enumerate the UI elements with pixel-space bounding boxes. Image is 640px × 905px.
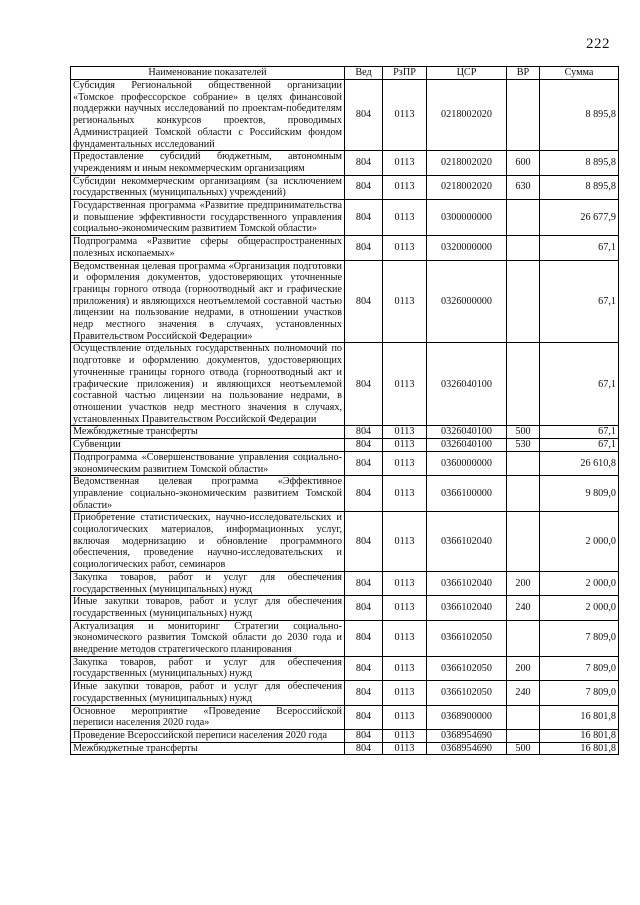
cell-ved: 804 [345,476,383,512]
cell-rzpr: 0113 [383,705,427,729]
cell-name: Закупка товаров, работ и услуг для обеспечения государственных (муниципальных) нужд [71,656,345,680]
cell-ved: 804 [345,681,383,705]
cell-vr: 200 [507,571,540,595]
cell-csr: 0366100000 [427,476,507,512]
cell-ved: 804 [345,571,383,595]
cell-ved: 804 [345,343,383,426]
header-name: Наименование показателей [71,67,345,80]
cell-csr: 0326040100 [427,426,507,439]
cell-csr: 0368954690 [427,742,507,755]
cell-sum: 7 809,0 [540,681,619,705]
table-row [71,343,619,426]
table-row [71,596,619,620]
cell-name: Иные закупки товаров, работ и услуг для обеспечения государственных (муниципальных) нужд [71,596,345,620]
table-row [71,175,619,199]
header-row [71,67,619,80]
cell-name: Актуализация и мониторинг Стратегии социально-экономического развития Томской области до 2030 года и внедрение методов стратегического планирования [71,620,345,656]
cell-rzpr: 0113 [383,151,427,175]
cell-rzpr: 0113 [383,729,427,742]
header-sum: Сумма [540,67,619,80]
cell-ved: 804 [345,742,383,755]
table-row [71,656,619,680]
table-row [71,426,619,439]
cell-csr: 0368900000 [427,705,507,729]
cell-rzpr: 0113 [383,439,427,452]
cell-sum: 2 000,0 [540,596,619,620]
cell-csr: 0326040100 [427,343,507,426]
cell-ved: 804 [345,729,383,742]
cell-vr [507,476,540,512]
table-row [71,476,619,512]
table-row [71,200,619,236]
cell-vr [507,512,540,572]
cell-rzpr: 0113 [383,260,427,343]
cell-name: Межбюджетные трансферты [71,426,345,439]
cell-vr [507,236,540,260]
cell-vr [507,729,540,742]
table-row [71,260,619,343]
cell-rzpr: 0113 [383,742,427,755]
cell-rzpr: 0113 [383,681,427,705]
cell-ved: 804 [345,80,383,151]
cell-name: Государственная программа «Развитие предпринимательства и повышение эффективности государственного управления социально-экономическим развитием Томской области» [71,200,345,236]
cell-rzpr: 0113 [383,512,427,572]
cell-name: Ведомственная целевая программа «Эффективное управление социально-экономическим развитием Томской области» [71,476,345,512]
cell-sum: 67,1 [540,260,619,343]
header-ved: Вед [345,67,383,80]
cell-ved: 804 [345,175,383,199]
cell-csr: 0366102050 [427,620,507,656]
cell-vr: 500 [507,426,540,439]
cell-sum: 16 801,8 [540,742,619,755]
cell-rzpr: 0113 [383,426,427,439]
cell-sum: 16 801,8 [540,705,619,729]
cell-rzpr: 0113 [383,596,427,620]
cell-ved: 804 [345,596,383,620]
cell-name: Субсидии некоммерческим организациям (за исключением государственных (муниципальных) учреждений) [71,175,345,199]
cell-ved: 804 [345,260,383,343]
cell-name: Закупка товаров, работ и услуг для обеспечения государственных (муниципальных) нужд [71,571,345,595]
cell-vr [507,343,540,426]
cell-vr [507,200,540,236]
cell-rzpr: 0113 [383,175,427,199]
cell-vr [507,260,540,343]
cell-ved: 804 [345,705,383,729]
cell-sum: 7 809,0 [540,620,619,656]
cell-csr: 0366102040 [427,512,507,572]
cell-sum: 7 809,0 [540,656,619,680]
cell-sum: 26 677,9 [540,200,619,236]
cell-rzpr: 0113 [383,476,427,512]
cell-rzpr: 0113 [383,571,427,595]
cell-vr: 200 [507,656,540,680]
cell-ved: 804 [345,200,383,236]
cell-vr [507,620,540,656]
cell-rzpr: 0113 [383,236,427,260]
header-rzpr: РзПР [383,67,427,80]
cell-sum: 67,1 [540,426,619,439]
cell-ved: 804 [345,236,383,260]
cell-name: Межбюджетные трансферты [71,742,345,755]
table-body [71,80,619,755]
cell-name: Подпрограмма «Развитие сферы общераспространенных полезных ископаемых» [71,236,345,260]
cell-sum: 9 809,0 [540,476,619,512]
cell-ved: 804 [345,426,383,439]
cell-csr: 0300000000 [427,200,507,236]
cell-rzpr: 0113 [383,451,427,475]
cell-rzpr: 0113 [383,80,427,151]
table-row [71,151,619,175]
cell-sum: 67,1 [540,343,619,426]
cell-vr: 530 [507,439,540,452]
cell-rzpr: 0113 [383,656,427,680]
cell-ved: 804 [345,656,383,680]
header-vr: ВР [507,67,540,80]
cell-ved: 804 [345,451,383,475]
table-row [71,439,619,452]
cell-csr: 0218002020 [427,175,507,199]
cell-sum: 8 895,8 [540,175,619,199]
cell-ved: 804 [345,151,383,175]
table-row [71,729,619,742]
cell-rzpr: 0113 [383,620,427,656]
cell-sum: 26 610,8 [540,451,619,475]
cell-vr [507,80,540,151]
table-header [71,67,619,80]
cell-vr: 500 [507,742,540,755]
budget-table [70,66,619,755]
cell-vr: 630 [507,175,540,199]
cell-csr: 0326040100 [427,439,507,452]
cell-ved: 804 [345,439,383,452]
cell-name: Основное мероприятие «Проведение Всероссийской переписи населения 2020 года» [71,705,345,729]
cell-rzpr: 0113 [383,200,427,236]
cell-csr: 0366102040 [427,571,507,595]
cell-vr: 600 [507,151,540,175]
cell-rzpr: 0113 [383,343,427,426]
cell-vr: 240 [507,681,540,705]
cell-csr: 0366102050 [427,681,507,705]
cell-name: Подпрограмма «Совершенствование управления социально-экономическим развитием Томской области» [71,451,345,475]
cell-csr: 0366102040 [427,596,507,620]
page-number: 222 [586,36,610,52]
cell-sum: 8 895,8 [540,151,619,175]
table-row [71,512,619,572]
cell-sum: 8 895,8 [540,80,619,151]
cell-name: Субсидия Региональной общественной организации «Томское профессорское собрание» в целях финансовой поддержки научных исследований по проектам-победителям региональных конкурсов проектов, проводимых Администрацией Томской области с Российским фондом фундаментальных исследований [71,80,345,151]
cell-name: Осуществление отдельных государственных полномочий по подготовке и оформлению документов, удостоверяющих уточненные границы горного отвода (горноотводный акт и графические приложения) и являющихся неотъемлемой составной частью лицензии на пользование недрами, в отношении участков недр местного значения в случаях, установленных Правительством Российской Федерации [71,343,345,426]
cell-vr: 240 [507,596,540,620]
cell-csr: 0368954690 [427,729,507,742]
cell-vr [507,705,540,729]
cell-csr: 0326000000 [427,260,507,343]
cell-vr [507,451,540,475]
cell-csr: 0366102050 [427,656,507,680]
table-row [71,681,619,705]
table-row [71,705,619,729]
cell-csr: 0218002020 [427,80,507,151]
cell-sum: 16 801,8 [540,729,619,742]
cell-name: Предоставление субсидий бюджетным, автономным учреждениям и иным некоммерческим организациям [71,151,345,175]
table-row [71,451,619,475]
cell-ved: 804 [345,512,383,572]
cell-name: Приобретение статистических, научно-исследовательских и социологических материалов, информационных услуг, включая модернизацию и обновление программного обеспечения, проведение научно-исследовательских и социологических работ, семинаров [71,512,345,572]
cell-sum: 2 000,0 [540,571,619,595]
cell-name: Иные закупки товаров, работ и услуг для обеспечения государственных (муниципальных) нужд [71,681,345,705]
cell-ved: 804 [345,620,383,656]
cell-name: Проведение Всероссийской переписи населения 2020 года [71,729,345,742]
table-row [71,742,619,755]
cell-name: Субвенции [71,439,345,452]
cell-sum: 2 000,0 [540,512,619,572]
cell-csr: 0218002020 [427,151,507,175]
cell-sum: 67,1 [540,439,619,452]
cell-sum: 67,1 [540,236,619,260]
cell-name: Ведомственная целевая программа «Организация подготовки и оформления документов, удостоверяющих уточненные границы горного отвода (горноотводный акт и графические приложения) и являющихся неотъемлемой составной частью лицензии на пользование недрами, в отношении участков недр местного значения в случаях, установленных Правительством Российской Федерации» [71,260,345,343]
cell-csr: 0360000000 [427,451,507,475]
header-csr: ЦСР [427,67,507,80]
cell-csr: 0320000000 [427,236,507,260]
table-row [71,236,619,260]
table-row [71,80,619,151]
table-row [71,620,619,656]
table-row [71,571,619,595]
